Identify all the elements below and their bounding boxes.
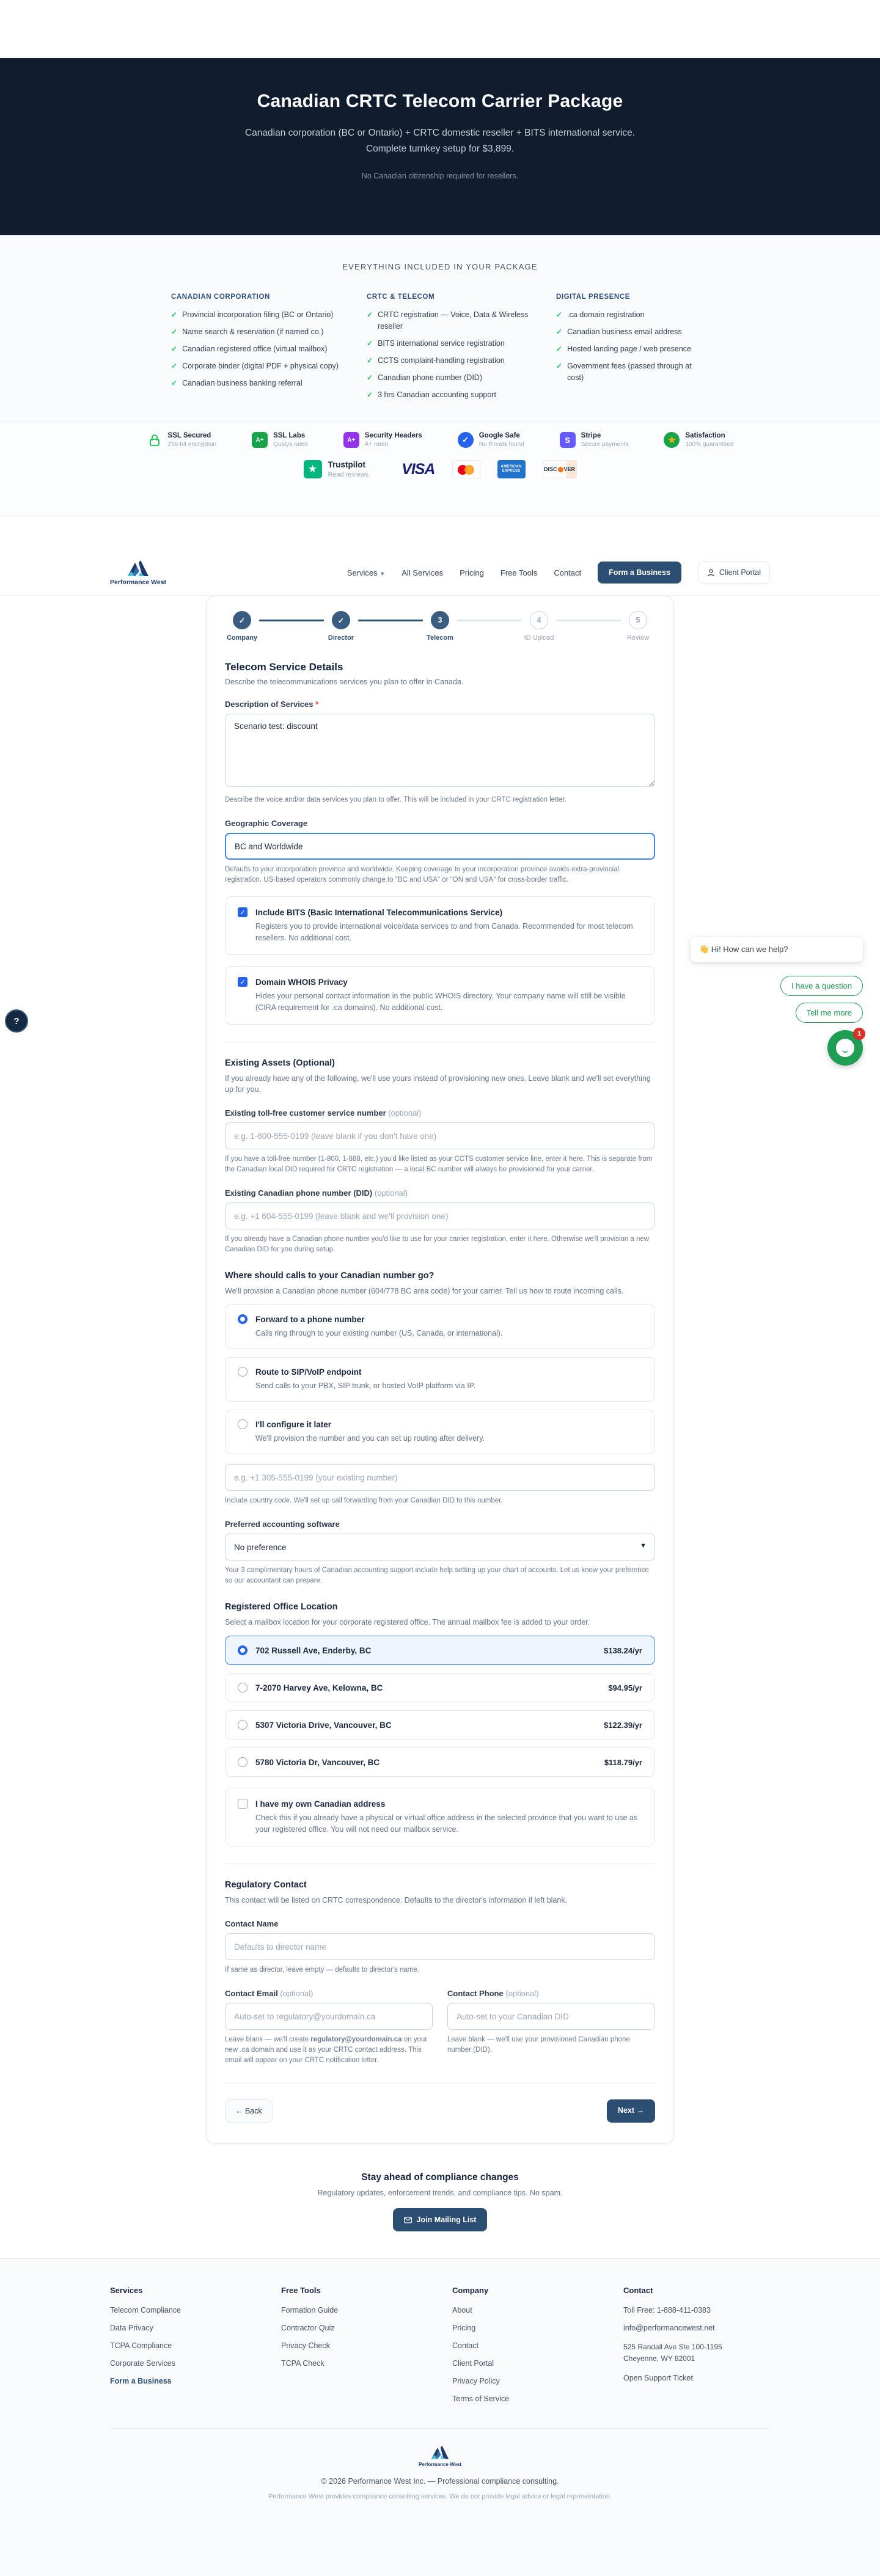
- footer-link-form-a-business[interactable]: Form a Business: [110, 2377, 172, 2385]
- next-button[interactable]: Next →: [607, 2099, 655, 2123]
- chevron-down-icon: ▼: [380, 570, 386, 577]
- footer-company: Company About Pricing Contact Client Portal Privacy Policy Terms of Service: [452, 2286, 623, 2412]
- step-connector: [259, 620, 324, 621]
- check-icon: ✓: [367, 356, 373, 365]
- tollfree-helper: If you have a toll-free number (1-800, 1-888, etc.) you'd like listed as your CCTS customer service line, enter it here. This is separate from the Canadian local DID required for CRTC registration — a local BC number will always be provisioned for your carrier.: [225, 1155, 653, 1173]
- star-icon: ★: [664, 432, 680, 448]
- brand-logo[interactable]: [110, 559, 166, 586]
- chat-option-question[interactable]: I have a question: [780, 976, 863, 996]
- office-option-kelowna[interactable]: 7-2070 Harvey Ave, Kelowna, BC $94.95/yr: [225, 1673, 655, 1702]
- envelope-icon: [404, 2217, 412, 2223]
- badge-stripe: S Stripe Secure payments: [560, 432, 629, 448]
- office-sub: Select a mailbox location for your corporate registered office. The annual mailbox fee is added to your order.: [225, 1618, 590, 1626]
- included-item: ✓ CRTC registration — Voice, Data & Wireless reseller: [367, 309, 529, 332]
- step-director[interactable]: ✓ Director: [324, 611, 358, 642]
- badge-google-safe: ✓ Google Safe No threats found: [458, 432, 524, 448]
- footer-open-support-ticket[interactable]: Open Support Ticket: [623, 2374, 693, 2382]
- included-item: ✓ .ca domain registration: [556, 309, 709, 321]
- regulatory-sub: This contact will be listed on CRTC correspondence. Defaults to the director's information if left blank.: [225, 1896, 568, 1905]
- hero-subtitle: Canadian corporation (BC or Ontario) + CRTC domestic reseller + BITS international service. Complete turnkey setup for $3,899.: [244, 128, 636, 154]
- aplus-green-icon: A+: [252, 432, 268, 448]
- step-connector: [358, 620, 423, 621]
- routing-option-forward[interactable]: Forward to a phone number Calls ring through to your existing number (US, Canada, or international).: [225, 1304, 655, 1349]
- chat-unread-badge: 1: [853, 1028, 865, 1040]
- forward-number-input[interactable]: [225, 1464, 655, 1491]
- footer-copyright: © 2026 Performance West Inc. — Professional compliance consulting.: [321, 2477, 559, 2486]
- trust-badges: [0, 432, 880, 448]
- geo-coverage-input[interactable]: [225, 833, 655, 860]
- office-price: $122.39/yr: [604, 1720, 642, 1730]
- form-heading: Telecom Service Details: [225, 661, 343, 673]
- nav-contact[interactable]: Contact: [554, 568, 582, 577]
- nav-services[interactable]: Services ▼: [346, 568, 386, 577]
- routing-sub: We'll provision a Canadian phone number (604/778 BC area code) for your carrier. Tell us how to route incoming calls.: [225, 1287, 624, 1295]
- footer-link-pricing[interactable]: Pricing: [452, 2324, 476, 2332]
- footer-address: 525 Randall Ave Ste 100-1195 Cheyenne, WY 82001: [623, 2343, 722, 2363]
- included-heading: EVERYTHING INCLUDED IN YOUR PACKAGE: [342, 262, 538, 271]
- check-icon: ✓: [367, 390, 373, 399]
- form-actions: [225, 2099, 655, 2123]
- step-check-icon: ✓: [233, 611, 251, 629]
- badge-security-headers: A+ Security Headers A+ rated: [343, 432, 422, 448]
- contact-phone-field: [447, 1975, 655, 2066]
- check-icon: ✓: [171, 379, 178, 387]
- person-icon: [707, 569, 715, 577]
- footer-disclaimer: Performance West provides compliance consulting services. We do not provide legal advice or legal representation.: [268, 2493, 612, 2500]
- radio-icon[interactable]: [238, 1367, 248, 1377]
- description-helper: Describe the voice and/or data services you plan to offer. This will be included in your CRTC registration letter.: [225, 796, 567, 803]
- accounting-label: Preferred accounting software: [225, 1520, 340, 1529]
- brand-name: Performance West: [110, 579, 167, 586]
- check-icon: ✓: [367, 339, 373, 348]
- form-subheading: Describe the telecommunications services you plan to offer in Canada.: [225, 678, 464, 686]
- whois-option-card[interactable]: ✓ Domain WHOIS Privacy Hides your personal contact information in the public WHOIS directory. Your company name will still be visible (CIRA requirement for .ca domains). No additional cost.: [225, 966, 655, 1025]
- nav-links: [347, 562, 770, 584]
- footer-link-client-portal[interactable]: Client Portal: [452, 2359, 494, 2368]
- footer-link-privacy-policy[interactable]: Privacy Policy: [452, 2377, 500, 2385]
- step-number: 4: [530, 611, 548, 629]
- step-number: 5: [629, 611, 647, 629]
- did-label: Existing Canadian phone number (DID) (optional): [225, 1188, 408, 1198]
- footer-link-data-privacy[interactable]: Data Privacy: [110, 2324, 153, 2332]
- nav-all-services[interactable]: All Services: [402, 568, 444, 577]
- check-icon: ✓: [367, 373, 373, 382]
- check-icon: ✓: [171, 362, 178, 370]
- step-company[interactable]: ✓ Company: [225, 611, 259, 642]
- mailing-subtitle: Regulatory updates, enforcement trends, and compliance tips. No spam.: [317, 2189, 563, 2197]
- mountain-logo-icon: [127, 559, 150, 577]
- footer-bottom: [110, 2429, 770, 2500]
- discover-logo: DISC VER: [543, 460, 577, 478]
- stripe-icon: S: [560, 432, 576, 448]
- accounting-helper: Your 3 complimentary hours of Canadian accounting support include help setting up your chart of accounts. Let us know your preference so our accountant can prepare.: [225, 1567, 649, 1584]
- step-connector: [556, 620, 621, 621]
- progress-stepper: [225, 611, 655, 642]
- existing-assets-sub: If you already have any of the following, we'll use yours instead of provisioning new ones. Leave blank and we'll set everything up for you.: [225, 1074, 651, 1094]
- contact-name-input[interactable]: [225, 1933, 655, 1960]
- visa-logo: VISA: [402, 460, 435, 478]
- contact-phone-input[interactable]: [447, 2003, 655, 2030]
- own-address-card[interactable]: I have my own Canadian address Check this if you already have a physical or virtual office address in the selected province that you want to use as your registered office. You will not need our mailbox service.: [225, 1788, 655, 1846]
- included-section: [0, 235, 880, 422]
- accessibility-help-button[interactable]: ?: [5, 1009, 28, 1033]
- existing-assets-heading: Existing Assets (Optional): [225, 1058, 335, 1068]
- routing-option-desc: Send calls to your PBX, SIP trunk, or hosted VoIP platform via IP.: [255, 1381, 475, 1390]
- radio-icon[interactable]: [238, 1683, 248, 1692]
- step-number: 3: [431, 611, 449, 629]
- trustpilot-badge[interactable]: ★ Trustpilot Read reviews: [304, 460, 369, 478]
- included-column-telecom: [367, 293, 529, 406]
- radio-icon[interactable]: [238, 1419, 248, 1429]
- office-option-victoria-drive[interactable]: 5307 Victoria Drive, Vancouver, BC $122.39/yr: [225, 1710, 655, 1740]
- routing-option-sip[interactable]: Route to SIP/VoIP endpoint Send calls to your PBX, SIP trunk, or hosted VoIP platform via IP.: [225, 1357, 655, 1402]
- forward-number-helper: Include country code. We'll set up call forwarding from your Canadian DID to this number.: [225, 1497, 503, 1504]
- footer-contact: Contact Toll Free: 1-888-411-0383 info@performancewest.net 525 Randall Ave Ste 100-1195 Cheyenne, WY 82001 Open Support Ticket: [623, 2286, 770, 2412]
- step-telecom[interactable]: 3 Telecom: [423, 611, 457, 642]
- regulatory-heading: Regulatory Contact: [225, 1880, 307, 1890]
- contact-name-helper: If same as director, leave empty — defaults to director's name.: [225, 1966, 419, 1974]
- radio-icon[interactable]: [238, 1757, 248, 1767]
- mailing-section: [0, 2144, 880, 2258]
- trust-strip: [0, 422, 880, 516]
- footer-link-privacy-check[interactable]: Privacy Check: [281, 2341, 330, 2350]
- did-input[interactable]: [225, 1202, 655, 1229]
- hero-section: [0, 58, 880, 235]
- section-divider: [225, 2083, 655, 2084]
- office-heading: Registered Office Location: [225, 1602, 338, 1612]
- top-whitespace: [0, 0, 880, 58]
- footer-link-tcpa-compliance[interactable]: TCPA Compliance: [110, 2341, 172, 2350]
- did-helper: If you already have a Canadian phone number you'd like to use for your carrier registration, enter it here. Otherwise we'll provision a new Canadian DID for you during setup.: [225, 1235, 650, 1253]
- chevron-down-icon: ▼: [640, 1542, 647, 1550]
- checkbox-checked-icon[interactable]: ✓: [238, 977, 248, 987]
- step-review[interactable]: 5 Review: [621, 611, 655, 642]
- step-connector: [457, 620, 522, 621]
- footer-email[interactable]: info@performancewest.net: [623, 2324, 715, 2332]
- contact-email-input[interactable]: [225, 2003, 433, 2030]
- check-icon: ✓: [556, 362, 563, 370]
- footer-free-tools: Free Tools Formation Guide Contractor Quiz Privacy Check TCPA Check: [281, 2286, 452, 2412]
- included-item: ✓ Hosted landing page / web presence: [556, 343, 709, 355]
- office-price: $138.24/yr: [604, 1645, 642, 1655]
- contact-email-field: [225, 1975, 433, 2066]
- included-item: ✓ Canadian business email address: [556, 326, 709, 338]
- client-portal-button[interactable]: Client Portal: [698, 562, 770, 584]
- footer: [0, 2258, 880, 2576]
- bits-option-desc: Registers you to provide international voice/data services to and from Canada. Recommended for most telecom resellers. No additional cost.: [255, 922, 633, 942]
- office-option-victoria-dr[interactable]: 5780 Victoria Dr, Vancouver, BC $118.79/yr: [225, 1747, 655, 1777]
- included-item: ✓ Provincial incorporation filing (BC or Ontario): [171, 309, 339, 321]
- footer-link-terms[interactable]: Terms of Service: [452, 2395, 510, 2403]
- check-icon: ✓: [556, 310, 563, 319]
- office-price: $118.79/yr: [604, 1757, 642, 1767]
- footer-link-corporate-services[interactable]: Corporate Services: [110, 2359, 175, 2368]
- footer-link-tcpa-check[interactable]: TCPA Check: [281, 2359, 324, 2368]
- footer-link-formation-guide[interactable]: Formation Guide: [281, 2306, 339, 2314]
- back-button[interactable]: ← Back: [225, 2099, 273, 2123]
- footer-link-contact[interactable]: Contact: [452, 2341, 479, 2350]
- amex-logo: AMERICAN EXPRESS: [497, 460, 526, 478]
- included-column-digital: [556, 293, 709, 406]
- nav-free-tools[interactable]: Free Tools: [500, 568, 538, 577]
- radio-selected-icon[interactable]: [238, 1314, 248, 1324]
- shield-check-icon: ✓: [458, 432, 474, 448]
- included-item: ✓ Canadian registered office (virtual mailbox): [171, 343, 339, 355]
- top-navigation: [0, 550, 880, 596]
- check-icon: ✓: [556, 345, 563, 353]
- radio-selected-icon[interactable]: [238, 1645, 248, 1655]
- badge-ssl-labs: A+ SSL Labs Qualys rated: [252, 432, 308, 448]
- included-item: ✓ BITS international service registration: [367, 338, 529, 349]
- footer-link-contractor-quiz[interactable]: Contractor Quiz: [281, 2324, 335, 2332]
- check-icon: ✓: [171, 345, 178, 353]
- routing-option-later[interactable]: I'll configure it later We'll provision the number and you can set up routing after delivery.: [225, 1410, 655, 1454]
- step-check-icon: ✓: [332, 611, 350, 629]
- check-icon: ✓: [171, 327, 178, 336]
- accounting-select[interactable]: No preference ▼: [225, 1534, 655, 1561]
- bits-option-card[interactable]: ✓ Include BITS (Basic International Telecommunications Service) Registers you to provide international voice/data services to and from Canada. Recommended for most telecom resellers. No additional cost.: [225, 896, 655, 955]
- check-icon: ✓: [171, 310, 178, 319]
- form-card: [206, 596, 674, 2144]
- routing-heading: Where should calls to your Canadian number go?: [225, 1271, 435, 1281]
- chat-option-tell-me-more[interactable]: Tell me more: [796, 1003, 863, 1023]
- tollfree-label: Existing toll-free customer service number (optional): [225, 1108, 422, 1118]
- mailing-title: Stay ahead of compliance changes: [361, 2172, 519, 2183]
- trustpilot-star-icon: ★: [304, 460, 322, 478]
- contact-phone-helper: Leave blank — we'll use your provisioned Canadian phone number (DID).: [447, 2036, 630, 2054]
- check-icon: ✓: [367, 310, 373, 319]
- tollfree-input[interactable]: [225, 1122, 655, 1149]
- included-column-corporation: [171, 293, 339, 406]
- chat-launcher-button[interactable]: [827, 1030, 863, 1066]
- nav-pricing[interactable]: Pricing: [460, 568, 484, 577]
- footer-services: Services Telecom Compliance Data Privacy TCPA Compliance Corporate Services Form a Business: [110, 2286, 281, 2412]
- form-a-business-button[interactable]: Form a Business: [598, 562, 681, 584]
- page-title: Canadian CRTC Telecom Carrier Package: [257, 91, 623, 111]
- checkbox-unchecked-icon[interactable]: [238, 1799, 248, 1809]
- geo-coverage-label: Geographic Coverage: [225, 819, 308, 828]
- included-item: ✓ 3 hrs Canadian accounting support: [367, 389, 529, 401]
- routing-option-desc: We'll provision the number and you can set up routing after delivery.: [255, 1434, 485, 1443]
- included-item: ✓ Canadian phone number (DID): [367, 372, 529, 384]
- aplus-purple-icon: A+: [343, 432, 359, 448]
- footer-logo: [110, 2445, 770, 2467]
- included-item: ✓ Corporate binder (digital PDF + physical copy): [171, 360, 339, 372]
- column-title: DIGITAL PRESENCE: [556, 293, 630, 301]
- payment-row: [0, 460, 880, 478]
- badge-satisfaction: ★ Satisfaction 100% guaranteed: [664, 432, 733, 448]
- check-icon: ✓: [556, 327, 563, 336]
- included-columns: [171, 293, 709, 406]
- chat-smiley-icon: [836, 1039, 854, 1057]
- badge-ssl-secured: SSL Secured 256-bit encryption: [147, 432, 217, 448]
- office-option-enderby[interactable]: 702 Russell Ave, Enderby, BC $138.24/yr: [225, 1636, 655, 1665]
- footer-columns: [110, 2286, 770, 2412]
- radio-icon[interactable]: [238, 1720, 248, 1730]
- office-price: $94.95/yr: [608, 1683, 642, 1692]
- description-label: Description of Services *: [225, 700, 319, 709]
- footer-link-about[interactable]: About: [452, 2306, 472, 2314]
- mastercard-logo: [452, 460, 480, 478]
- footer-tollfree: Toll Free: 1-888-411-0383: [623, 2306, 711, 2314]
- included-item: ✓ CCTS complaint-handling registration: [367, 355, 529, 367]
- spacer: [0, 516, 880, 550]
- join-mailing-list-button[interactable]: Join Mailing List: [393, 2208, 488, 2231]
- mountain-logo-icon: [430, 2445, 450, 2460]
- contact-name-label: Contact Name: [225, 1919, 279, 1928]
- geo-coverage-helper: Defaults to your incorporation province and worldwide. Keeping coverage to your incorporation province avoids extra-provincial registration. US-based operators commonly change to "BC and USA" or "ON and USA" for cross-border traffic.: [225, 866, 619, 884]
- whois-option-desc: Hides your personal contact information in the public WHOIS directory. Your company name will still be visible (CIRA requirement for .ca domains). No additional cost.: [255, 992, 626, 1012]
- step-id-upload[interactable]: 4 ID Upload: [522, 611, 556, 642]
- included-item: ✓ Canadian business banking referral: [171, 378, 339, 389]
- contact-email-helper: Leave blank — we'll create regulatory@yourdomain.ca on your new .ca domain and use it as your CRTC contact address. This email will appear on your CRTC notification letter.: [225, 2036, 428, 2064]
- own-address-desc: Check this if you already have a physical or virtual office address in the selected province that you want to use as your registered office. You will not need our mailbox service.: [255, 1813, 638, 1834]
- included-item: ✓ Name search & reservation (if named co.): [171, 326, 339, 338]
- description-textarea[interactable]: [225, 714, 655, 787]
- footer-link-telecom-compliance[interactable]: Telecom Compliance: [110, 2306, 182, 2314]
- column-title: CANADIAN CORPORATION: [171, 293, 270, 301]
- contact-phone-label: Contact Phone (optional): [447, 1989, 539, 1998]
- column-title: CRTC & TELECOM: [367, 293, 435, 301]
- required-asterisk: *: [315, 700, 319, 709]
- contact-email-label: Contact Email (optional): [225, 1989, 314, 1998]
- routing-option-desc: Calls ring through to your existing number (US, Canada, or international).: [255, 1329, 503, 1337]
- included-item: ✓ Government fees (passed through at cost): [556, 360, 709, 384]
- footer-brand-name: Performance West: [418, 2462, 462, 2467]
- chat-greeting-bubble[interactable]: 👋 Hi! How can we help?: [691, 937, 863, 962]
- padlock-icon: [147, 432, 163, 448]
- hero-note: No Canadian citizenship required for resellers.: [361, 172, 519, 180]
- chat-widget: [691, 937, 863, 1066]
- checkbox-checked-icon[interactable]: ✓: [238, 907, 248, 917]
